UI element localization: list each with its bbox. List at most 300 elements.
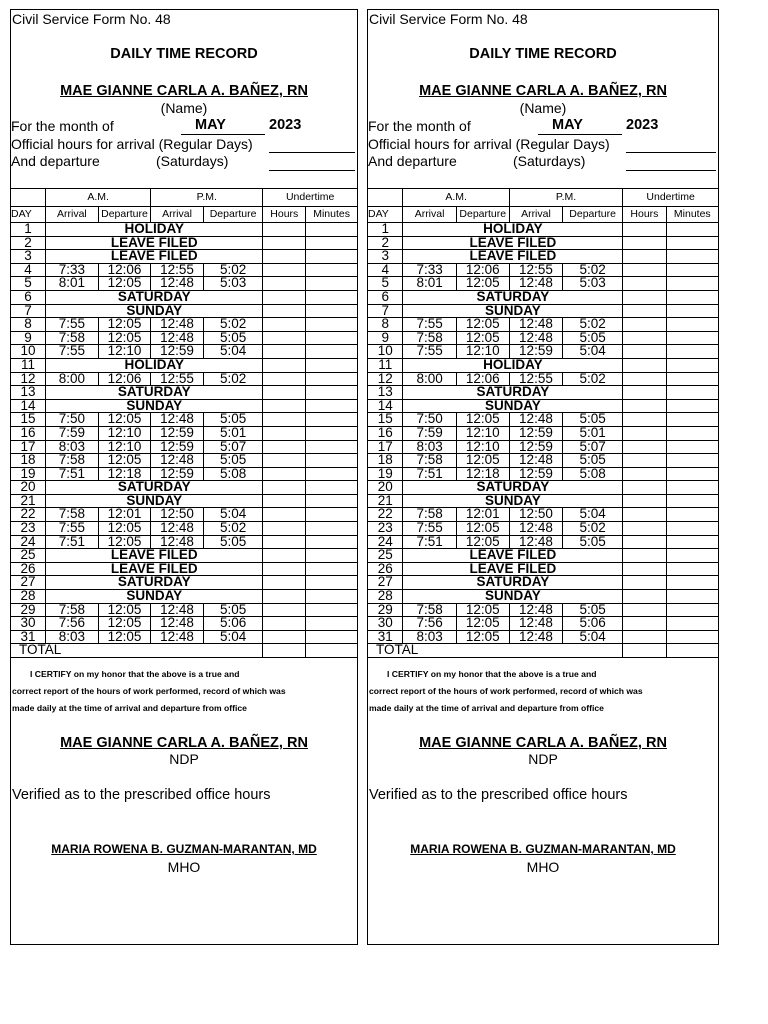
am-departure: 12:05	[456, 617, 509, 631]
day-remark: LEAVE FILED	[46, 250, 263, 264]
undertime-minutes	[306, 454, 357, 468]
undertime-minutes	[666, 576, 718, 590]
undertime-hours	[623, 413, 666, 427]
am-arrival: 7:59	[403, 426, 456, 440]
day-number: 31	[11, 630, 46, 644]
day-number: 22	[11, 508, 46, 522]
table-row	[11, 590, 357, 604]
time-record-table	[368, 188, 718, 658]
undertime-minutes	[306, 386, 357, 400]
pm-departure: 5:05	[563, 331, 623, 345]
table-row	[368, 630, 718, 644]
day-number: 6	[11, 290, 46, 304]
day-remark: SATURDAY	[403, 576, 623, 590]
month-label: For the month of	[368, 118, 471, 134]
pm-departure: 5:05	[563, 413, 623, 427]
supervisor-position: MHO	[526, 859, 560, 875]
undertime-hours	[623, 250, 666, 264]
day-number: 24	[368, 535, 403, 549]
undertime-minutes	[666, 590, 718, 604]
undertime-hours	[263, 236, 306, 250]
am-arrival: 7:58	[46, 603, 99, 617]
undertime-minutes	[306, 290, 357, 304]
am-arrival: 8:01	[46, 277, 99, 291]
undertime-hours	[263, 522, 306, 536]
undertime-minutes	[306, 535, 357, 549]
pm-header: P.M.	[509, 188, 622, 207]
am-departure-header: Departure	[456, 207, 509, 223]
am-arrival: 7:51	[46, 535, 99, 549]
pm-arrival: 12:55	[151, 263, 204, 277]
table-row	[368, 535, 718, 549]
am-departure: 12:05	[98, 277, 151, 291]
day-number: 26	[368, 562, 403, 576]
am-header: A.M.	[403, 188, 509, 207]
day-number: 21	[11, 494, 46, 508]
pm-arrival: 12:59	[151, 467, 204, 481]
day-number: 19	[11, 467, 46, 481]
undertime-hours	[623, 290, 666, 304]
am-departure: 12:05	[98, 535, 151, 549]
hours-header: Hours	[623, 207, 666, 223]
undertime-minutes	[306, 467, 357, 481]
undertime-minutes	[306, 562, 357, 576]
table-row	[368, 440, 718, 454]
undertime-hours	[623, 562, 666, 576]
day-remark: HOLIDAY	[46, 358, 263, 372]
undertime-header: Undertime	[263, 188, 357, 207]
day-number: 4	[11, 263, 46, 277]
undertime-hours	[263, 576, 306, 590]
pm-departure: 5:02	[203, 263, 263, 277]
dtr-form-right	[367, 9, 719, 945]
undertime-hours	[623, 630, 666, 644]
table-row	[368, 549, 718, 563]
undertime-minutes	[306, 440, 357, 454]
departure-label: And departure	[368, 153, 457, 169]
undertime-hours	[623, 318, 666, 332]
day-number: 20	[11, 481, 46, 495]
undertime-hours	[623, 236, 666, 250]
undertime-hours	[623, 440, 666, 454]
pm-arrival: 12:59	[151, 440, 204, 454]
pm-arrival: 12:48	[151, 630, 204, 644]
am-departure: 12:10	[456, 440, 509, 454]
table-row	[368, 603, 718, 617]
day-number: 15	[11, 413, 46, 427]
day-remark: SUNDAY	[403, 494, 623, 508]
table-row	[11, 630, 357, 644]
table-row	[368, 590, 718, 604]
day-number: 16	[11, 426, 46, 440]
day-remark: SATURDAY	[403, 386, 623, 400]
employee-name-header: MAE GIANNE CARLA A. BAÑEZ, RN	[60, 83, 308, 99]
pm-departure: 5:04	[203, 630, 263, 644]
undertime-hours	[623, 481, 666, 495]
undertime-minutes	[306, 481, 357, 495]
day-number: 27	[11, 576, 46, 590]
undertime-minutes	[666, 481, 718, 495]
day-number: 7	[368, 304, 403, 318]
total-hours	[263, 644, 306, 658]
table-row	[11, 290, 357, 304]
am-departure: 12:18	[98, 467, 151, 481]
official-hours-label: Official hours for arrival (Regular Days)	[11, 136, 253, 152]
undertime-hours	[623, 372, 666, 386]
undertime-minutes	[306, 372, 357, 386]
am-departure: 12:05	[456, 603, 509, 617]
undertime-minutes	[666, 535, 718, 549]
table-row	[11, 413, 357, 427]
undertime-minutes	[666, 331, 718, 345]
undertime-hours	[623, 494, 666, 508]
table-row	[368, 467, 718, 481]
undertime-hours	[623, 522, 666, 536]
am-departure: 12:18	[456, 467, 509, 481]
undertime-header: Undertime	[623, 188, 718, 207]
am-arrival: 7:58	[46, 508, 99, 522]
day-remark: SUNDAY	[46, 494, 263, 508]
table-row	[368, 304, 718, 318]
day-remark: LEAVE FILED	[46, 562, 263, 576]
undertime-minutes	[666, 290, 718, 304]
form-title: DAILY TIME RECORD	[110, 46, 258, 62]
pm-header: P.M.	[151, 188, 263, 207]
pm-departure: 5:05	[563, 454, 623, 468]
undertime-minutes	[306, 413, 357, 427]
am-arrival: 8:03	[403, 440, 456, 454]
undertime-minutes	[306, 358, 357, 372]
undertime-hours	[263, 549, 306, 563]
table-row	[11, 562, 357, 576]
pm-arrival: 12:59	[509, 426, 562, 440]
undertime-minutes	[306, 549, 357, 563]
am-arrival: 7:58	[403, 508, 456, 522]
saturdays-label: (Saturdays)	[156, 153, 229, 169]
undertime-minutes	[666, 318, 718, 332]
pm-arrival: 12:48	[151, 277, 204, 291]
pm-arrival: 12:59	[509, 345, 562, 359]
undertime-minutes	[666, 494, 718, 508]
undertime-hours	[623, 617, 666, 631]
table-row	[11, 236, 357, 250]
am-departure: 12:10	[98, 345, 151, 359]
day-remark: LEAVE FILED	[403, 236, 623, 250]
am-departure: 12:05	[98, 617, 151, 631]
undertime-hours	[263, 250, 306, 264]
day-number: 30	[11, 617, 46, 631]
certification-line: I CERTIFY on my honor that the above is a true and	[387, 669, 597, 679]
undertime-minutes	[666, 562, 718, 576]
pm-arrival: 12:48	[509, 617, 562, 631]
name-caption: (Name)	[160, 100, 208, 116]
table-row	[368, 372, 718, 386]
undertime-minutes	[666, 358, 718, 372]
employee-signature-name: MAE GIANNE CARLA A. BAÑEZ, RN	[60, 735, 308, 751]
undertime-hours	[623, 549, 666, 563]
undertime-hours	[263, 277, 306, 291]
pm-arrival-header: Arrival	[151, 207, 204, 223]
day-number: 12	[11, 372, 46, 386]
am-arrival: 7:33	[46, 263, 99, 277]
pm-departure: 5:02	[563, 318, 623, 332]
table-row	[368, 481, 718, 495]
pm-departure: 5:05	[203, 454, 263, 468]
am-arrival: 7:58	[403, 603, 456, 617]
am-departure: 12:05	[456, 318, 509, 332]
table-row	[11, 494, 357, 508]
pm-departure: 5:02	[563, 263, 623, 277]
day-number: 27	[368, 576, 403, 590]
day-remark: LEAVE FILED	[403, 562, 623, 576]
day-number: 16	[368, 426, 403, 440]
pm-arrival: 12:48	[151, 454, 204, 468]
table-row	[11, 345, 357, 359]
day-number: 24	[11, 535, 46, 549]
undertime-hours	[263, 290, 306, 304]
am-arrival: 8:01	[403, 277, 456, 291]
undertime-hours	[263, 358, 306, 372]
am-arrival: 7:55	[403, 318, 456, 332]
departure-label: And departure	[11, 153, 100, 169]
am-arrival: 7:59	[46, 426, 99, 440]
undertime-minutes	[666, 304, 718, 318]
table-row	[11, 454, 357, 468]
day-number: 19	[368, 467, 403, 481]
table-row	[368, 318, 718, 332]
day-remark: SATURDAY	[46, 576, 263, 590]
undertime-hours	[623, 508, 666, 522]
table-row	[368, 345, 718, 359]
undertime-hours	[263, 440, 306, 454]
day-number: 1	[11, 223, 46, 237]
am-arrival: 7:58	[46, 331, 99, 345]
pm-departure: 5:01	[203, 426, 263, 440]
am-departure: 12:05	[456, 331, 509, 345]
pm-arrival: 12:55	[509, 263, 562, 277]
undertime-minutes	[306, 617, 357, 631]
total-row	[11, 644, 357, 658]
undertime-minutes	[306, 494, 357, 508]
pm-departure: 5:05	[203, 535, 263, 549]
undertime-hours	[623, 263, 666, 277]
undertime-hours	[263, 481, 306, 495]
am-departure: 12:05	[98, 413, 151, 427]
day-number: 14	[11, 399, 46, 413]
am-departure: 12:05	[456, 454, 509, 468]
undertime-minutes	[666, 372, 718, 386]
undertime-minutes	[666, 263, 718, 277]
undertime-hours	[263, 413, 306, 427]
day-number: 10	[368, 345, 403, 359]
table-row	[11, 522, 357, 536]
undertime-minutes	[306, 318, 357, 332]
undertime-hours	[623, 223, 666, 237]
month-value: MAY	[195, 117, 226, 133]
day-number: 15	[368, 413, 403, 427]
am-departure: 12:10	[456, 345, 509, 359]
pm-arrival: 12:59	[509, 440, 562, 454]
minutes-header: Minutes	[666, 207, 718, 223]
day-number: 8	[368, 318, 403, 332]
day-remark: SUNDAY	[46, 304, 263, 318]
undertime-minutes	[306, 331, 357, 345]
undertime-hours	[623, 304, 666, 318]
undertime-minutes	[306, 576, 357, 590]
am-departure: 12:10	[98, 440, 151, 454]
undertime-hours	[623, 386, 666, 400]
pm-departure: 5:05	[563, 603, 623, 617]
am-departure: 12:05	[456, 413, 509, 427]
pm-departure: 5:02	[203, 318, 263, 332]
undertime-minutes	[666, 236, 718, 250]
pm-departure: 5:04	[203, 345, 263, 359]
undertime-minutes	[666, 250, 718, 264]
table-row	[11, 304, 357, 318]
am-departure: 12:05	[98, 630, 151, 644]
day-remark: SATURDAY	[46, 481, 263, 495]
pm-departure: 5:08	[563, 467, 623, 481]
pm-arrival: 12:48	[509, 277, 562, 291]
am-departure: 12:10	[98, 426, 151, 440]
pm-departure: 5:05	[203, 331, 263, 345]
pm-arrival: 12:59	[509, 467, 562, 481]
am-arrival: 7:51	[46, 467, 99, 481]
certification-line: made daily at the time of arrival and departure from office	[369, 703, 604, 713]
table-row	[11, 535, 357, 549]
table-row	[11, 603, 357, 617]
table-row	[368, 386, 718, 400]
am-departure: 12:05	[98, 603, 151, 617]
pm-arrival: 12:59	[151, 426, 204, 440]
undertime-minutes	[666, 223, 718, 237]
am-arrival: 7:56	[403, 617, 456, 631]
undertime-hours	[263, 467, 306, 481]
table-row	[368, 617, 718, 631]
am-arrival: 7:51	[403, 467, 456, 481]
day-remark: SUNDAY	[403, 590, 623, 604]
table-row	[11, 223, 357, 237]
undertime-minutes	[666, 277, 718, 291]
day-number: 2	[11, 236, 46, 250]
undertime-minutes	[306, 236, 357, 250]
am-arrival: 7:56	[46, 617, 99, 631]
day-number: 29	[11, 603, 46, 617]
verified-label: Verified as to the prescribed office hours	[12, 787, 271, 803]
total-minutes	[666, 644, 718, 658]
day-number: 31	[368, 630, 403, 644]
table-row	[11, 331, 357, 345]
undertime-minutes	[666, 454, 718, 468]
am-departure: 12:05	[98, 522, 151, 536]
pm-departure: 5:06	[203, 617, 263, 631]
day-remark: SATURDAY	[403, 290, 623, 304]
year-value: 2023	[626, 117, 659, 133]
pm-arrival: 12:55	[509, 372, 562, 386]
table-row	[11, 508, 357, 522]
undertime-hours	[623, 277, 666, 291]
day-number: 10	[11, 345, 46, 359]
am-departure: 12:01	[98, 508, 151, 522]
table-row	[11, 617, 357, 631]
day-number: 25	[368, 549, 403, 563]
undertime-minutes	[306, 263, 357, 277]
supervisor-name: MARIA ROWENA B. GUZMAN-MARANTAN, MD	[51, 842, 317, 856]
table-row	[11, 263, 357, 277]
undertime-hours	[263, 535, 306, 549]
day-remark: SUNDAY	[46, 399, 263, 413]
pm-arrival: 12:48	[509, 603, 562, 617]
undertime-hours	[623, 603, 666, 617]
am-arrival: 7:33	[403, 263, 456, 277]
am-arrival: 8:00	[46, 372, 99, 386]
pm-arrival: 12:50	[151, 508, 204, 522]
pm-arrival: 12:48	[151, 522, 204, 536]
am-departure: 12:05	[456, 522, 509, 536]
table-row	[11, 440, 357, 454]
day-number: 1	[368, 223, 403, 237]
pm-arrival: 12:48	[151, 603, 204, 617]
day-number: 13	[368, 386, 403, 400]
pm-departure: 5:04	[563, 345, 623, 359]
year-value: 2023	[269, 117, 302, 133]
day-number: 4	[368, 263, 403, 277]
undertime-hours	[263, 494, 306, 508]
employee-signature-name: MAE GIANNE CARLA A. BAÑEZ, RN	[419, 735, 667, 751]
day-number: 17	[368, 440, 403, 454]
undertime-hours	[263, 386, 306, 400]
day-number: 9	[11, 331, 46, 345]
undertime-minutes	[306, 304, 357, 318]
day-number: 18	[11, 454, 46, 468]
day-number: 8	[11, 318, 46, 332]
pm-arrival: 12:48	[151, 318, 204, 332]
table-row	[368, 522, 718, 536]
am-arrival: 7:58	[403, 331, 456, 345]
certification-line: I CERTIFY on my honor that the above is a true and	[30, 669, 240, 679]
table-row	[11, 277, 357, 291]
total-label: TOTAL	[11, 644, 263, 658]
saturdays-label: (Saturdays)	[513, 153, 586, 169]
pm-arrival: 12:48	[151, 617, 204, 631]
undertime-hours	[263, 590, 306, 604]
undertime-minutes	[666, 617, 718, 631]
pm-arrival: 12:48	[151, 331, 204, 345]
table-row	[368, 263, 718, 277]
table-row	[11, 358, 357, 372]
undertime-hours	[623, 345, 666, 359]
undertime-minutes	[306, 603, 357, 617]
undertime-minutes	[666, 467, 718, 481]
total-row	[368, 644, 718, 658]
day-number: 6	[368, 290, 403, 304]
pm-arrival: 12:48	[509, 454, 562, 468]
certification-line: correct report of the hours of work performed, record of which was	[12, 686, 286, 696]
day-number: 12	[368, 372, 403, 386]
pm-departure: 5:04	[563, 508, 623, 522]
undertime-hours	[263, 454, 306, 468]
undertime-minutes	[306, 250, 357, 264]
certification-line: correct report of the hours of work performed, record of which was	[369, 686, 643, 696]
am-departure: 12:01	[456, 508, 509, 522]
table-row	[368, 331, 718, 345]
undertime-hours	[263, 345, 306, 359]
pm-departure: 5:04	[563, 630, 623, 644]
pm-departure: 5:02	[203, 372, 263, 386]
undertime-hours	[263, 630, 306, 644]
day-number: 9	[368, 331, 403, 345]
undertime-minutes	[666, 440, 718, 454]
